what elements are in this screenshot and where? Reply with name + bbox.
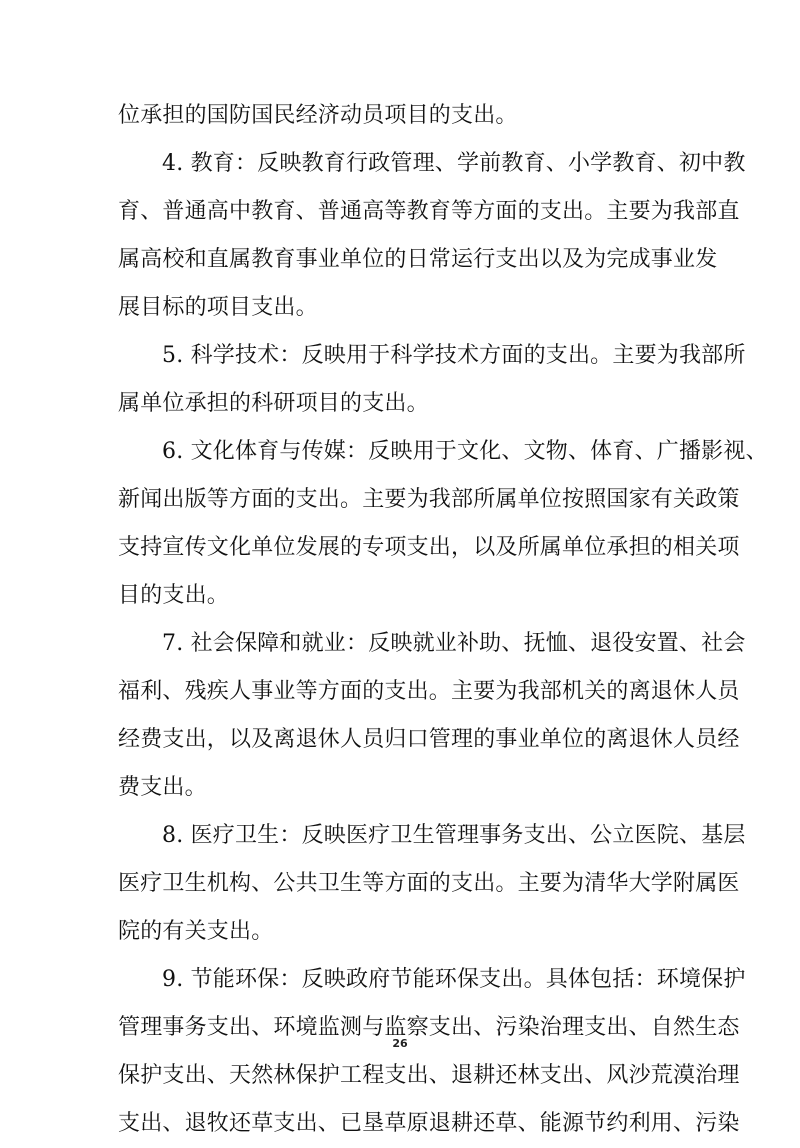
item-7-heading-line: 7. 社会保障和就业：反映就业补助、抚恤、退役安置、社会 <box>162 631 746 656</box>
text-line: 经费支出，以及离退休人员归口管理的事业单位的离退休人员经 <box>118 727 740 752</box>
body-text <box>118 92 768 1148</box>
item-9-heading-line: 9. 节能环保：反映政府节能环保支出。具体包括：环境保护 <box>162 967 746 992</box>
text-line: 属高校和直属教育事业单位的日常运行支出以及为完成事业发 <box>118 247 718 272</box>
text-line: 福利、残疾人事业等方面的支出。主要为我部机关的离退休人员 <box>118 679 740 704</box>
page-number: 26 <box>392 1037 408 1050</box>
text-line: 属单位承担的科研项目的支出。 <box>118 391 429 416</box>
text-line: 院的有关支出。 <box>118 919 274 944</box>
text-line: 位承担的国防国民经济动员项目的支出。 <box>118 103 518 128</box>
text-line: 目的支出。 <box>118 583 230 608</box>
text-line: 保护支出、天然林保护工程支出、退耕还林支出、风沙荒漠治理 <box>118 1063 740 1088</box>
text-line: 支出、退牧还草支出、已垦草原退耕还草、能源节约利用、污染 <box>118 1111 740 1136</box>
text-line: 支持宣传文化单位发展的专项支出，以及所属单位承担的相关项 <box>118 535 740 560</box>
text-line: 费支出。 <box>118 775 207 800</box>
text-line: 新闻出版等方面的支出。主要为我部所属单位按照国家有关政策 <box>118 487 740 512</box>
text-line: 展目标的项目支出。 <box>118 295 318 320</box>
item-8-heading-line: 8. 医疗卫生：反映医疗卫生管理事务支出、公立医院、基层 <box>162 823 746 848</box>
item-6-heading-line: 6. 文化体育与传媒：反映用于文化、文物、体育、广播影视、 <box>162 439 768 464</box>
text-line: 医疗卫生机构、公共卫生等方面的支出。主要为清华大学附属医 <box>118 871 740 896</box>
item-5-heading-line: 5. 科学技术：反映用于科学技术方面的支出。主要为我部所 <box>162 343 746 368</box>
text-line: 育、普通高中教育、普通高等教育等方面的支出。主要为我部直 <box>118 199 740 224</box>
item-4-heading-line: 4. 教育：反映教育行政管理、学前教育、小学教育、初中教 <box>162 151 746 176</box>
text-line: 管理事务支出、环境监测与监察支出、污染治理支出、自然生态 <box>118 1015 740 1040</box>
